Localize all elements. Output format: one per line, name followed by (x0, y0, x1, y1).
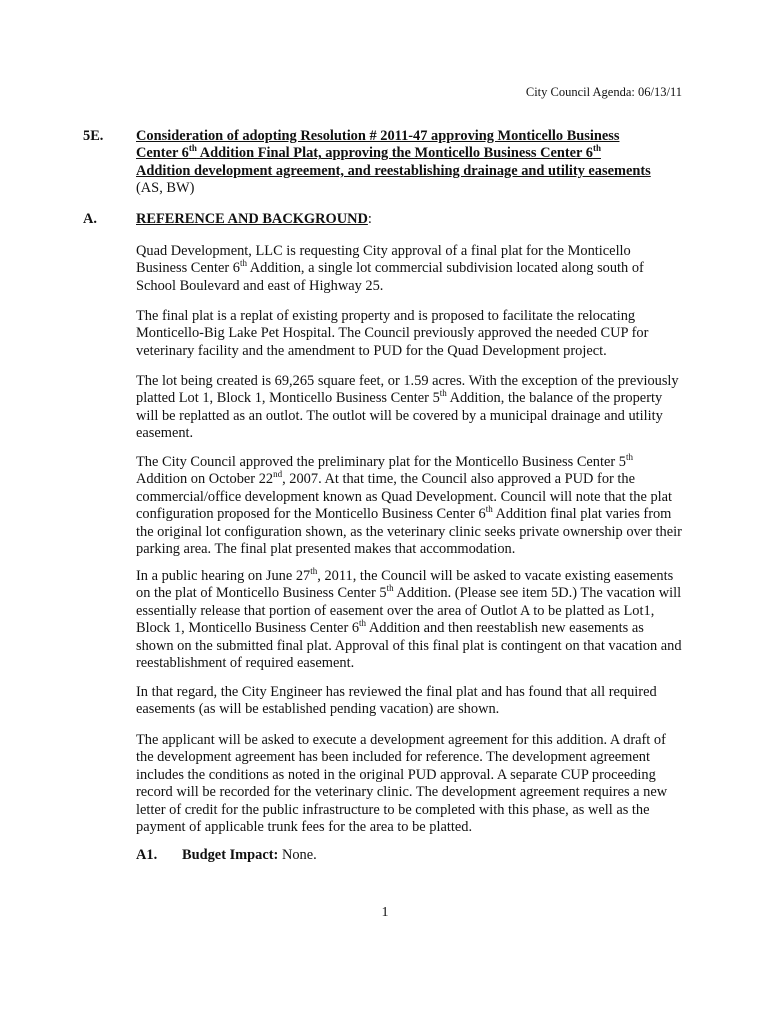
budget-value: None. (281, 847, 317, 863)
paragraph-6: In that regard, the City Engineer has reviewed the final plat and has found that all required easements (as will be established pending vacation) are shown. (136, 684, 657, 718)
paragraph-5: In a public hearing on June 27th, 2011, the Council will be asked to vacate existing easements on the plat of Monticello Business Center 5th Addition. (Please see item 5D.) The vacation will essentially release that portion of easement over the area of Outlot A to be platted as Lot1, Block 1, Monticello Business Center 6th Addition and then reestablish new easements as shown on the submitted final plat. Approval of this final plat is contingent on that vacation and reestablishment of required easement. (136, 566, 682, 672)
paragraph-7: The applicant will be asked to execute a development agreement for this addition. A draft of the development agreement has been included for reference. The development agreement includes the conditions as noted in the original PUD approval. A separate CUP proceeding record will be recorded for the veterinary clinic. The development agreement requires a new letter of credit for the public infrastructure to be completed with this phase, as well as the payment of applicable trunk fees for the area to be platted. (136, 732, 668, 836)
budget-impact (136, 847, 684, 864)
budget-number: A1. (136, 847, 158, 863)
item-title-suffix: (AS, BW) (136, 180, 195, 197)
page-number: 1 (381, 905, 389, 920)
paragraph-4: The City Council approved the preliminary plat for the Monticello Business Center 5th Addition on October 22nd, 2007. At that time, the Council also approved a PUD for the commercial/office development known as Quad Development. Council will note that the plat configuration proposed for the Monticello Business Center 6th Addition final plat varies from the original lot configuration shown, as the veterinary clinic seeks private ownership over their parking area. The final plat presented makes that accommodation. (136, 452, 682, 558)
item-title: Consideration of adopting Resolution # 2011-47 approving Monticello Business Center 6th Addition Final Plat, approving the Monticello Business Center 6th Addition development agreement, and reestablishing drainage and utility easements (AS, BW) (136, 128, 651, 197)
paragraph-3: The lot being created is 69,265 square feet, or 1.59 acres. With the exception of the previously platted Lot 1, Block 1, Monticello Business Center 5th Addition, the balance of the property will be replatted as an outlot. The outlot will be covered by a municipal drainage and utility easement. (136, 373, 679, 442)
paragraph-1: Quad Development, LLC is requesting City approval of a final plat for the Monticello Business Center 6th Addition, a single lot commercial subdivision located along south of School Boulevard and east of Highway 25. (136, 243, 644, 294)
section-number: A. (83, 211, 97, 227)
budget-label: Budget Impact: (182, 847, 279, 863)
item-number: 5E. (83, 128, 104, 144)
agenda-header: City Council Agenda: 06/13/11 (525, 85, 682, 99)
section-heading: REFERENCE AND BACKGROUND: (136, 211, 372, 227)
paragraph-2: The final plat is a replat of existing property and is proposed to facilitate the relocating Monticello-Big Lake Pet Hospital. The Council previously approved the needed CUP for veterinary facility and the amendment to PUD for the Quad Development project. (136, 308, 649, 359)
